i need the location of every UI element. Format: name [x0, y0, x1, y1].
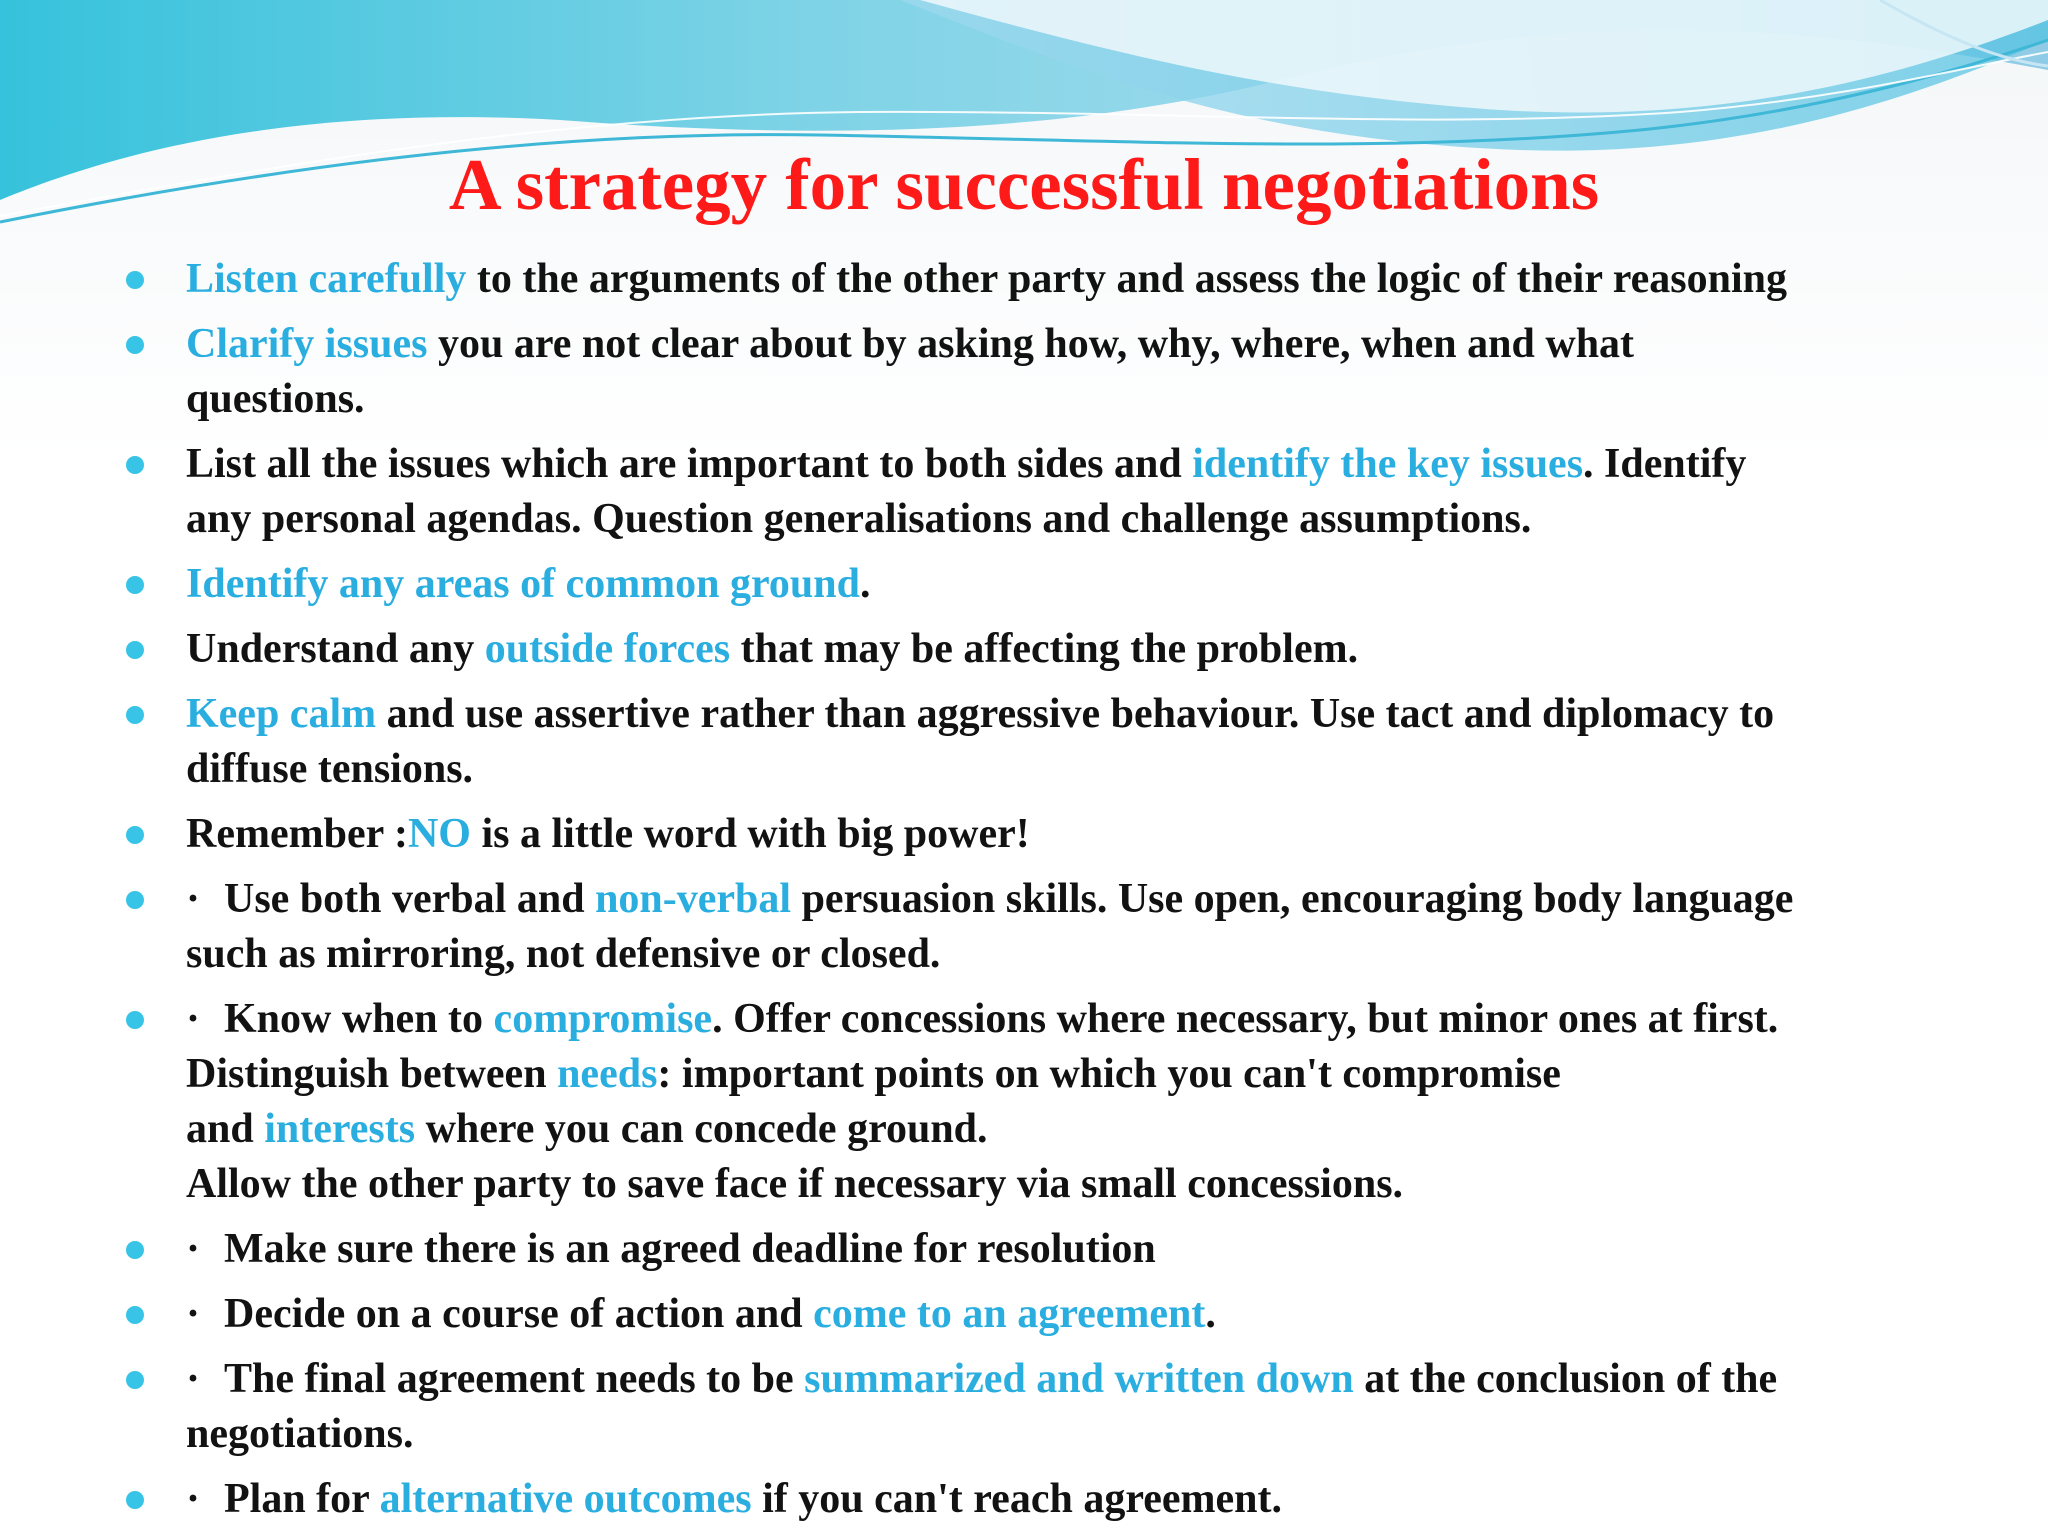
highlight-text: Clarify issues: [186, 321, 428, 367]
body-text: Decide on a course of action and: [224, 1291, 814, 1337]
middle-dot: ·: [186, 1356, 201, 1402]
body-text: diffuse tensions.: [186, 746, 474, 792]
body-text: List all the issues which are important to both sides and: [186, 441, 1193, 487]
text-line: [186, 372, 1946, 427]
bullet-icon: [126, 576, 144, 594]
bullet-icon: [126, 706, 144, 724]
text-line: [186, 622, 1946, 677]
body-text: Understand any: [186, 626, 485, 672]
body-text: you are not clear about by asking how, why, where, when and what: [427, 321, 1635, 367]
text-line: [186, 557, 1946, 612]
body-text: and use assertive rather than aggressive behaviour. Use tact and diplomacy to: [376, 691, 1775, 737]
highlight-text: come to an agreement: [813, 1291, 1206, 1337]
slide-title: A strategy for successful negotiations: [448, 144, 1600, 225]
text-line: [186, 1407, 1946, 1462]
body-text: at the conclusion of the: [1353, 1356, 1778, 1402]
bullet-icon: [126, 1011, 144, 1029]
text-line: [186, 807, 1946, 862]
text-line: [186, 1047, 1946, 1102]
bullet-text: [186, 1222, 1946, 1277]
highlight-text: NO: [407, 811, 471, 857]
text-line: [186, 1472, 1946, 1527]
highlight-text: Keep calm: [186, 691, 377, 737]
body-text: any personal agendas. Question generalisations and challenge assumptions.: [186, 496, 1532, 542]
bullet-icon: [126, 1491, 144, 1509]
body-text: .: [860, 561, 871, 607]
bullet-text: [186, 992, 1946, 1212]
text-line: [186, 872, 1946, 927]
body-text: to the arguments of the other party and assess the logic of their reasoning: [466, 256, 1787, 302]
body-text: Use both verbal and: [224, 876, 596, 922]
text-line: [186, 1102, 1946, 1157]
bullet-text: [186, 1472, 1946, 1527]
text-line: [186, 742, 1946, 797]
highlight-text: Listen carefully: [186, 256, 467, 302]
body-text: is a little word with big power!: [470, 811, 1030, 857]
body-text: .: [1205, 1291, 1216, 1337]
bullet-text: [186, 807, 1946, 862]
body-text: : important points on which you can't compromise: [657, 1051, 1561, 1097]
bullet-text: [186, 252, 1946, 307]
body-text: negotiations.: [186, 1411, 414, 1457]
highlight-text: outside forces: [484, 626, 731, 672]
bullet-icon: [126, 456, 144, 474]
body-text: Allow the other party to save face if necessary via small concessions.: [186, 1161, 1404, 1207]
text-line: [186, 492, 1946, 547]
bullet-icon: [126, 826, 144, 844]
highlight-text: compromise: [493, 996, 713, 1042]
body-text: such as mirroring, not defensive or closed.: [186, 931, 941, 977]
highlight-text: non-verbal: [595, 876, 792, 922]
bullet-icon: [126, 336, 144, 354]
bullet-text: [186, 317, 1946, 427]
body-text: if you can't reach agreement.: [751, 1476, 1282, 1522]
highlight-text: interests: [264, 1106, 416, 1152]
body-text: Distinguish between: [186, 1051, 558, 1097]
body-text: where you can concede ground.: [415, 1106, 988, 1152]
body-text: Know when to: [224, 996, 494, 1042]
body-text: that may be affecting the problem.: [730, 626, 1359, 672]
highlight-text: identify the key issues: [1192, 441, 1584, 487]
body-text: . Identify: [1583, 441, 1747, 487]
highlight-text: alternative outcomes: [379, 1476, 752, 1522]
text-line: [186, 687, 1946, 742]
body-text: Plan for: [224, 1476, 380, 1522]
middle-dot: ·: [186, 876, 201, 922]
text-line: [186, 1352, 1946, 1407]
highlight-text: Identify any areas of common ground: [186, 561, 860, 607]
body-text: and: [186, 1106, 265, 1152]
middle-dot: ·: [186, 996, 201, 1042]
text-line: [186, 1222, 1946, 1277]
bullet-text: [186, 872, 1946, 982]
bullet-icon: [126, 1371, 144, 1389]
body-text: The final agreement needs to be: [224, 1356, 805, 1402]
bullet-text: [186, 1352, 1946, 1462]
bullet-icon: [126, 1241, 144, 1259]
text-line: [186, 992, 1946, 1047]
middle-dot: ·: [186, 1291, 201, 1337]
body-text: Make sure there is an agreed deadline for resolution: [224, 1226, 1156, 1272]
bullet-text: [186, 622, 1946, 677]
text-line: [186, 317, 1946, 372]
middle-dot: ·: [186, 1476, 201, 1522]
bullet-text: [186, 437, 1946, 547]
bullet-text: [186, 557, 1946, 612]
body-text: questions.: [186, 376, 365, 422]
highlight-text: summarized and written down: [804, 1356, 1354, 1402]
body-text: . Offer concessions where necessary, but minor ones at first.: [712, 996, 1779, 1042]
text-line: [186, 437, 1946, 492]
text-line: [186, 1287, 1946, 1342]
bullet-text: [186, 687, 1946, 797]
body-text: Remember :: [186, 811, 408, 857]
bullet-icon: [126, 271, 144, 289]
highlight-text: needs: [557, 1051, 658, 1097]
text-line: [186, 927, 1946, 982]
body-text: persuasion skills. Use open, encouraging body language: [791, 876, 1794, 922]
bullet-icon: [126, 641, 144, 659]
bullet-text: [186, 1287, 1946, 1342]
bullet-icon: [126, 1306, 144, 1324]
bullet-icon: [126, 891, 144, 909]
middle-dot: ·: [186, 1226, 201, 1272]
text-line: [186, 252, 1946, 307]
text-line: [186, 1157, 1946, 1212]
